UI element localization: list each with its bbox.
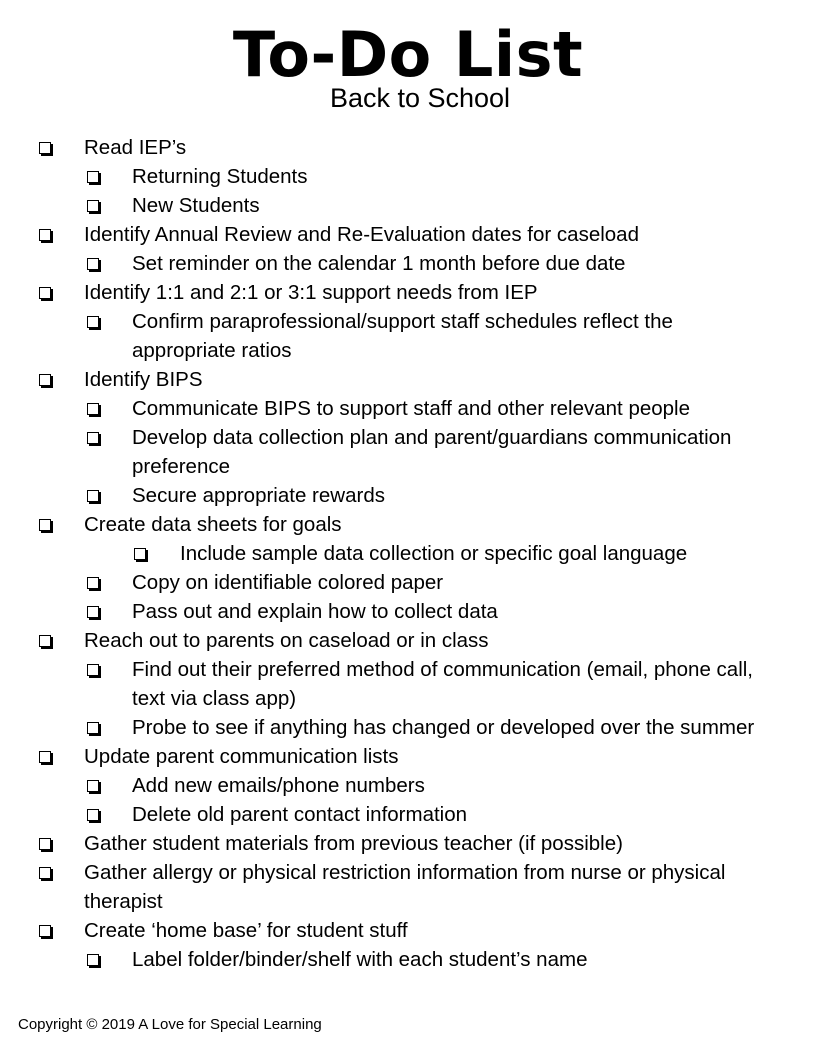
todo-item [0, 916, 816, 945]
todo-item [0, 278, 816, 307]
todo-item-line: Identify BIPS [84, 368, 203, 391]
todo-item-line: preference [132, 455, 231, 478]
todo-item-text [180, 539, 687, 568]
checkbox-icon[interactable] [39, 278, 65, 307]
todo-item-line: therapist [84, 890, 163, 913]
todo-item-text [132, 713, 754, 742]
todo-item-text [132, 800, 467, 829]
todo-subitem [0, 568, 816, 597]
todo-item-line: Pass out and explain how to collect data [132, 600, 498, 623]
todo-subitem [0, 771, 816, 800]
todo-item [0, 133, 816, 162]
todo-item-line: Set reminder on the calendar 1 month before due date [132, 252, 626, 275]
todo-list [0, 133, 816, 974]
todo-item [0, 626, 816, 655]
todo-subitem [0, 800, 816, 829]
todo-item-text [132, 481, 385, 510]
checkbox-icon[interactable] [87, 945, 113, 974]
todo-item-text [84, 278, 538, 307]
checkbox-icon[interactable] [39, 916, 65, 945]
todo-item-line: Include sample data collection or specific goal language [180, 542, 688, 565]
todo-item-line: Gather allergy or physical restriction information from nurse or physical [84, 861, 726, 884]
checkbox-icon[interactable] [87, 568, 113, 597]
todo-subitem [0, 423, 816, 481]
todo-item-text [132, 771, 425, 800]
checkbox-icon[interactable] [87, 597, 113, 626]
todo-item-line: appropriate ratios [132, 339, 292, 362]
todo-item-line: Communicate BIPS to support staff and other relevant people [132, 397, 691, 420]
checkbox-icon[interactable] [87, 713, 113, 742]
todo-subitem [0, 249, 816, 278]
todo-item-line: Returning Students [132, 165, 308, 188]
checkbox-icon[interactable] [87, 191, 113, 220]
todo-item-line: Gather student materials from previous teacher (if possible) [84, 832, 623, 855]
todo-item-text [132, 191, 260, 220]
checkbox-icon[interactable] [134, 539, 160, 568]
todo-item-line: Develop data collection plan and parent/guardians communication [132, 426, 732, 449]
todo-item-text [84, 220, 639, 249]
todo-item [0, 858, 816, 916]
checkbox-icon[interactable] [87, 249, 113, 278]
todo-subitem [0, 191, 816, 220]
todo-subitem [0, 945, 816, 974]
checkbox-icon[interactable] [87, 162, 113, 191]
todo-item-text [132, 162, 308, 191]
todo-item-line: Read IEP’s [84, 136, 187, 159]
todo-item [0, 829, 816, 858]
todo-item-line: Create ‘home base’ for student stuff [84, 919, 408, 942]
todo-subitem [0, 597, 816, 626]
todo-item-text [132, 655, 753, 713]
checkbox-icon[interactable] [39, 365, 65, 394]
todo-item [0, 365, 816, 394]
todo-item [0, 510, 816, 539]
todo-item-line: Find out their preferred method of communication (email, phone call, [132, 658, 754, 681]
page-subtitle: Back to School [329, 83, 511, 113]
todo-item-line: Probe to see if anything has changed or developed over the summer [132, 716, 755, 739]
checkbox-icon[interactable] [39, 858, 65, 887]
copyright-footer: Copyright © 2019 A Love for Special Learning [18, 1016, 322, 1033]
page-title: To-Do List [232, 18, 584, 91]
todo-item-text [84, 626, 489, 655]
todo-item-text [84, 133, 186, 162]
todo-subitem [0, 481, 816, 510]
todo-item-line: Confirm paraprofessional/support staff schedules reflect the [132, 310, 673, 333]
todo-item-line: Copy on identifiable colored paper [132, 571, 444, 594]
todo-item-text [132, 597, 498, 626]
todo-item [0, 742, 816, 771]
todo-subitem [0, 655, 816, 713]
todo-item-text [132, 423, 731, 481]
todo-item-line: Reach out to parents on caseload or in class [84, 629, 489, 652]
todo-item [0, 220, 816, 249]
checkbox-icon[interactable] [87, 771, 113, 800]
checkbox-icon[interactable] [87, 481, 113, 510]
todo-item-text [132, 307, 673, 365]
todo-item-text [84, 365, 203, 394]
todo-item-line: Create data sheets for goals [84, 513, 342, 536]
todo-subitem [0, 162, 816, 191]
todo-item-text [132, 568, 443, 597]
todo-item-text [84, 742, 399, 771]
todo-item-line: Add new emails/phone numbers [132, 774, 425, 797]
checkbox-icon[interactable] [87, 394, 113, 423]
todo-item-line: Identify Annual Review and Re-Evaluation dates for caseload [84, 223, 639, 246]
checkbox-icon[interactable] [87, 307, 113, 336]
todo-item-text [84, 829, 623, 858]
todo-subitem [0, 307, 816, 365]
todo-item-line: Label folder/binder/shelf with each student’s name [132, 948, 588, 971]
todo-item-text [132, 249, 625, 278]
checkbox-icon[interactable] [87, 655, 113, 684]
todo-item-text [132, 945, 587, 974]
todo-item-line: Identify 1:1 and 2:1 or 3:1 support needs from IEP [84, 281, 538, 304]
checkbox-icon[interactable] [87, 423, 113, 452]
todo-item-text [84, 916, 408, 945]
checkbox-icon[interactable] [39, 829, 65, 858]
todo-item-text [132, 394, 690, 423]
checkbox-icon[interactable] [39, 220, 65, 249]
checkbox-icon[interactable] [87, 800, 113, 829]
todo-subitem [0, 394, 816, 423]
checkbox-icon[interactable] [39, 626, 65, 655]
todo-item-text [84, 510, 342, 539]
todo-item-line: Update parent communication lists [84, 745, 399, 768]
todo-item-line: text via class app) [132, 687, 297, 710]
todo-item-line: Delete old parent contact information [132, 803, 468, 826]
todo-subitem [0, 539, 816, 568]
todo-item-line: Secure appropriate rewards [132, 484, 385, 507]
checkbox-icon[interactable] [39, 510, 65, 539]
todo-item-line: New Students [132, 194, 260, 217]
todo-subitem [0, 713, 816, 742]
todo-item-text [84, 858, 725, 916]
checkbox-icon[interactable] [39, 133, 65, 162]
checkbox-icon[interactable] [39, 742, 65, 771]
